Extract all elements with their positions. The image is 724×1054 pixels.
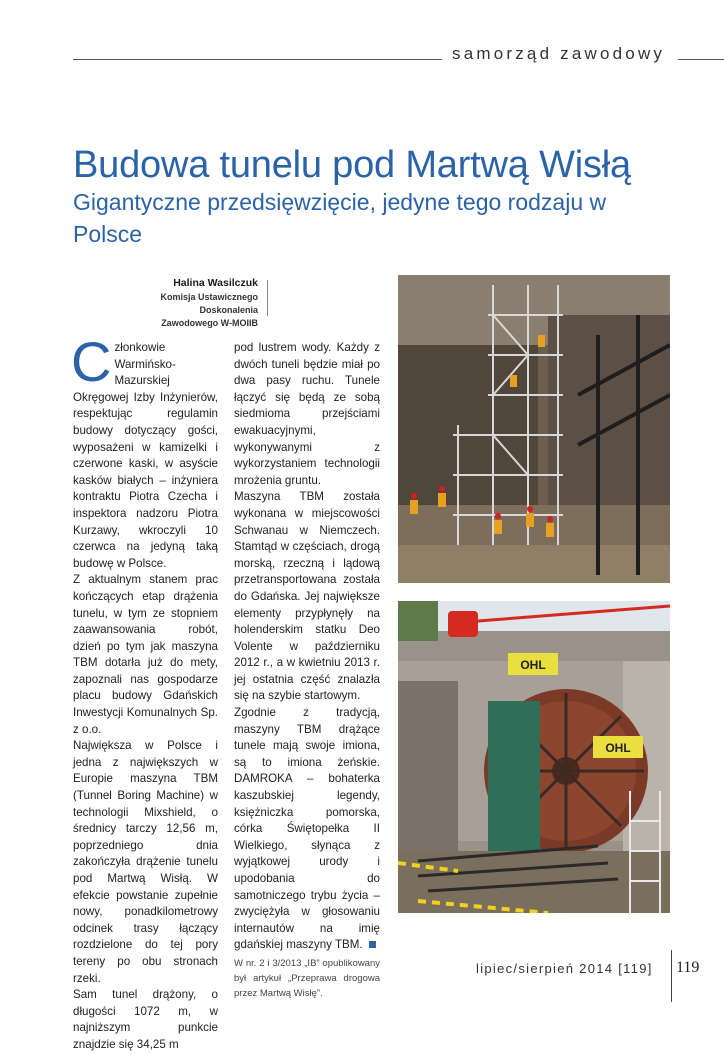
end-mark-icon — [369, 941, 376, 948]
text-column-1 — [71, 330, 218, 1054]
paragraph: Największa w Polsce i jedna z największych w Europie maszyna TBM (Tunnel Boring Machine) w technologii Mixshield, o średnicy tarczy 12,56 m, poprzedniego dnia zakończyła drążenie tunelu pod Martwą Wisłą. W efekcie powstanie zupełnie nowy, ponadkilometrowy odcinek trasy łączący rozdzielone do tej pory tereny po obu stronach rzeki. — [73, 739, 218, 985]
author-affiliation-2: Zawodowego W-MOIIB — [161, 318, 258, 328]
drop-cap: C — [71, 330, 112, 393]
section-label: samorząd zawodowy — [452, 44, 666, 63]
photo-tbm-image — [398, 601, 670, 913]
issue-info: lipiec/sierpień 2014 [119] — [476, 961, 653, 976]
sign-ohl-2: OHL — [605, 741, 631, 755]
page-number-divider — [671, 950, 672, 1002]
text-column-2 — [234, 340, 380, 1001]
photo-tbm-machine — [398, 601, 670, 913]
paragraph: Sam tunel drążony, o długości 1072 m, w najniższym punkcie znajdzie się 34,25 m — [73, 988, 218, 1051]
author-block — [100, 276, 258, 330]
footnote: W nr. 2 i 3/2013 „IB” opublikowany był artykuł „Przeprawa drogowa przez Martwą Wisłę”. — [234, 957, 380, 999]
photo-scaffolding-image — [398, 275, 670, 583]
article-subtitle: Gigantyczne przedsięwzięcie, jedyne tego rodzaju w Polsce — [73, 189, 607, 247]
author-affiliation-1: Komisja Ustawicznego Doskonalenia — [160, 292, 258, 315]
author-divider — [267, 280, 268, 316]
paragraph — [71, 330, 218, 572]
paragraph: Maszyna TBM została wykonana w miejscowości Schwanau w Niemczech. Stamtąd w częściach, drogą morską, rzeczną i lądową przetransportowana została do Gdańska. Jej największe elementy przypłynęły na holenderskim statku Deo Volente w październiku 2012 r., a w kwietniu 2013 r. jej ostatnia część znalazła się na szybie startowym. — [234, 490, 380, 703]
paragraph: Z aktualnym stanem prac kończących etap drążenia tunelu, w tym ze stopniem zaawansowania robót, dzień po tym jak maszyna TBM dotarła już do mety, zapoznali nas gospodarze placu budowy Gdańskich Inwestycji Komunalnych Sp. z o.o. — [73, 573, 218, 736]
paragraph-text: Zgodnie z tradycją, maszyny TBM drążące tunele mają swoje imiona, są to imiona żeńskie. DAMROKA – bohaterka kaszubskiej legendy, księżniczka pomorska, córka Świętopełka II Wielkiego, słynąca z wyjątkowej urody i upodobania do samotniczego trybu życia – zwyciężyła w głosowaniu internautów na imię gdańskiej maszyny TBM. — [234, 706, 380, 952]
article-title: Budowa tunelu pod Martwą Wisłą — [73, 144, 631, 186]
header-rule-right — [678, 59, 724, 60]
paragraph — [234, 705, 380, 954]
sign-ohl-1: OHL — [520, 658, 546, 672]
page-number: 119 — [676, 959, 700, 976]
photo-scaffolding — [398, 275, 670, 583]
author-name: Halina Wasilczuk — [173, 277, 258, 289]
paragraph: pod lustrem wody. Każdy z dwóch tuneli będzie miał po dwa pasy ruchu. Tunele łączyć się będą ze sobą siedmioma przejściami ewakuacyjnymi, wykonywanymi z wykorzystaniem technologii mrożenia gruntu. — [234, 341, 380, 487]
paragraph-text: złonkowie Warmińsko-Mazurskiej Okręgowej Izby Inżynierów, respektując regulamin budowy dotyczący gości, wyposażeni w kamizelki i czerwone kaski, w asyście kasków białych – inżyniera kontraktu Piotra Czecha i inspektora nadzoru Piotra Kurzawy, wkroczyli 10 czerwca na jedyną taką budowę w Polsce. — [73, 341, 218, 570]
header-rule-left — [73, 59, 442, 60]
